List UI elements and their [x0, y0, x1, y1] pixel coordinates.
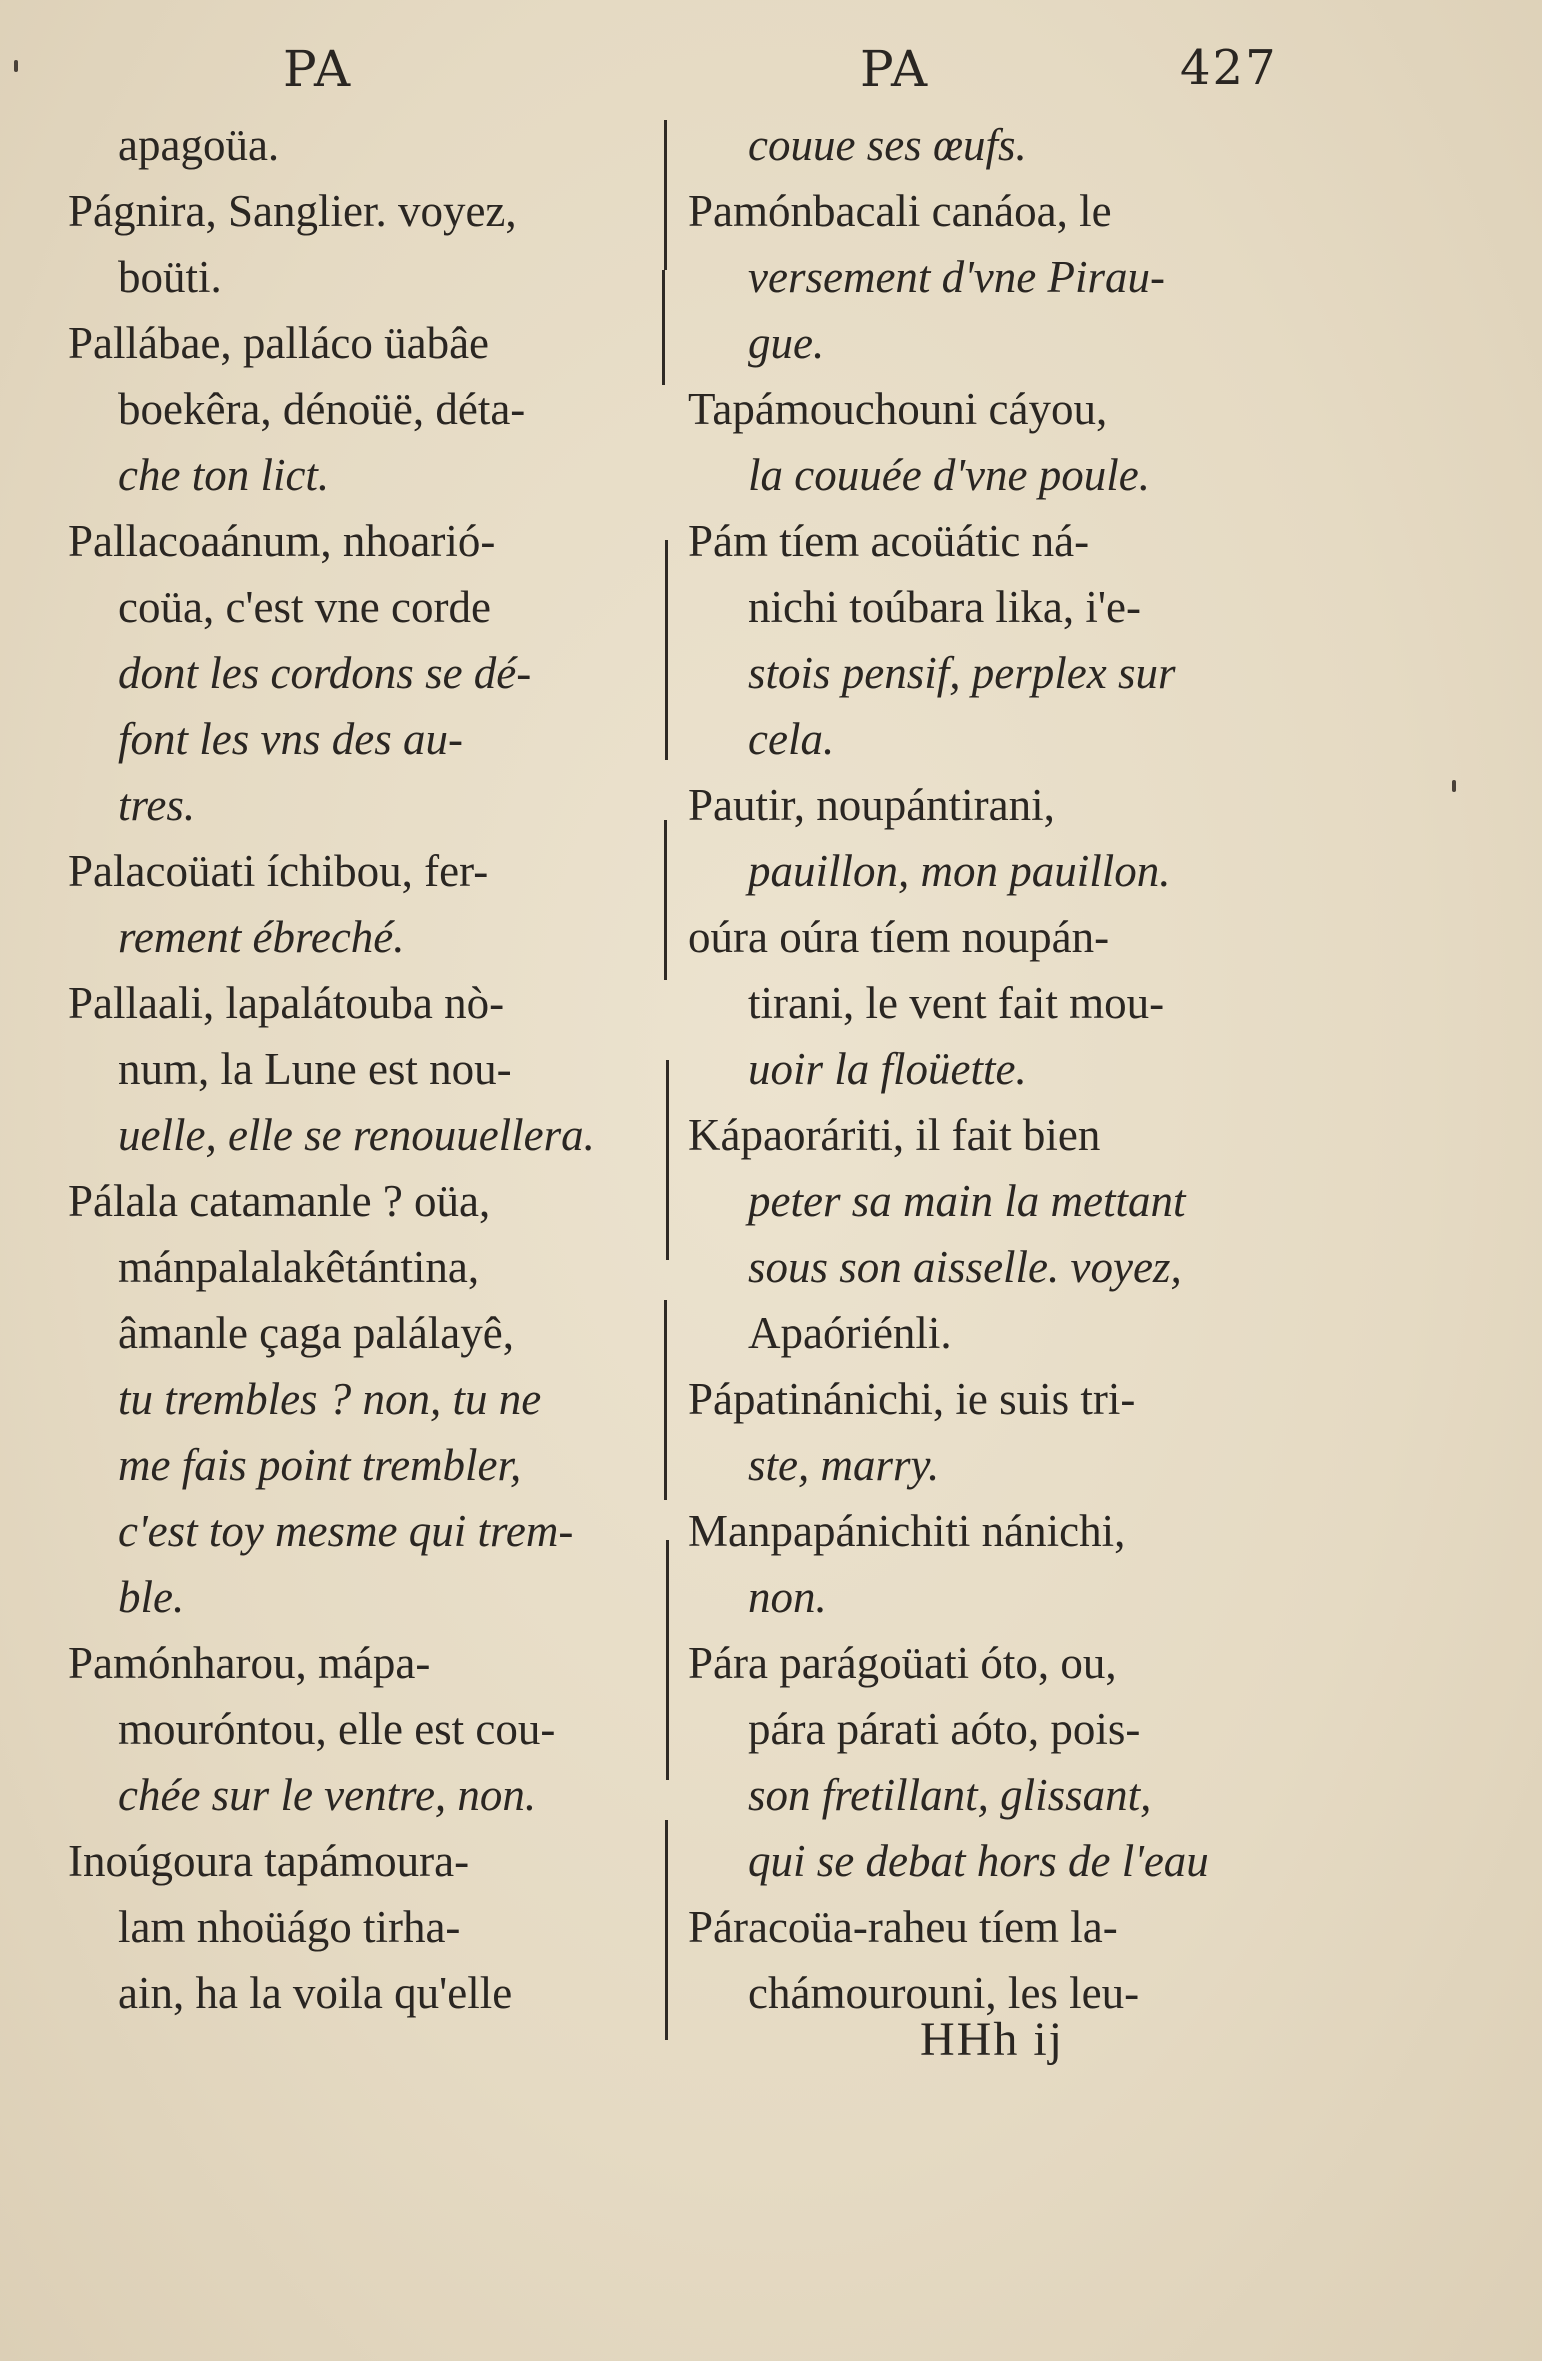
text-line: rement ébreché.: [118, 912, 405, 962]
text-line: Págnira, Sanglier. voyez,: [68, 186, 517, 236]
running-head-right: PA: [860, 40, 930, 98]
text-line: Pallacoaánum, nhoarió-: [68, 516, 496, 566]
running-head-left: PA: [283, 40, 353, 98]
text-line: uoir la floüette.: [748, 1044, 1027, 1094]
text-line: Pallaali, lapalátouba nò-: [68, 978, 505, 1028]
text-line: font les vns des au-: [118, 714, 463, 764]
text-line: Pautir, noupántirani,: [688, 780, 1055, 830]
text-line: pára párati aóto, pois-: [748, 1704, 1141, 1754]
text-line: non.: [748, 1572, 827, 1622]
text-line: Apaóriénli.: [748, 1308, 952, 1358]
text-line: Palacoüati íchibou, fer-: [68, 846, 489, 896]
column-rule: [665, 1820, 668, 2040]
text-line: versement d'vne Pirau-: [748, 252, 1165, 302]
text-line: cela.: [748, 714, 835, 764]
text-line: pauillon, mon pauillon.: [748, 846, 1171, 896]
text-line: Pamónbacali canáoa, le: [688, 186, 1112, 236]
text-line: Pára parágoüati óto, ou,: [688, 1638, 1117, 1688]
text-line: lam nhoüágo tirha-: [118, 1902, 461, 1952]
text-line: coüa, c'est vne corde: [118, 582, 491, 632]
text-line: uelle, elle se renouuellera.: [118, 1110, 595, 1160]
page-number: 427: [1180, 40, 1278, 96]
column-rule: [666, 1540, 669, 1780]
paper-speck: [14, 60, 18, 72]
column-rule: [665, 540, 668, 760]
text-line: che ton lict.: [118, 450, 330, 500]
text-line: dont les cordons se dé-: [118, 648, 532, 698]
text-line: tres.: [118, 780, 196, 830]
right-column: [688, 112, 1288, 2026]
text-line: Tapámouchouni cáyou,: [688, 384, 1108, 434]
text-line: ste, marry.: [748, 1440, 940, 1490]
text-line: son fretillant, glissant,: [748, 1770, 1152, 1820]
text-line: tirani, le vent fait mou-: [748, 978, 1165, 1028]
text-line: boekêra, dénoüë, déta-: [118, 384, 526, 434]
column-rule: [666, 1060, 669, 1260]
text-line: stois pensif, perplex sur: [748, 648, 1176, 698]
text-line: qui se debat hors de l'eau: [748, 1836, 1209, 1886]
text-line: couue ses œufs.: [748, 120, 1027, 170]
text-line: mouróntou, elle est cou-: [118, 1704, 556, 1754]
column-rule: [664, 820, 667, 980]
column-rule: [664, 120, 667, 270]
text-line: ain, ha la voila qu'elle: [118, 1968, 513, 2018]
text-line: chámourouni, les leu-: [748, 1968, 1140, 2018]
column-rule: [662, 270, 665, 385]
left-column: [68, 112, 658, 2026]
text-line: Pamónharou, mápa-: [68, 1638, 431, 1688]
text-line: peter sa main la mettant: [748, 1176, 1186, 1226]
text-line: apagoüa.: [118, 120, 280, 170]
text-line: oúra oúra tíem noupán-: [688, 912, 1110, 962]
text-line: me fais point trembler,: [118, 1440, 522, 1490]
signature-mark: HHh ij: [920, 2013, 1064, 2066]
text-line: gue.: [748, 318, 825, 368]
paper-speck: [1452, 780, 1456, 792]
text-line: Inoúgoura tapámoura-: [68, 1836, 470, 1886]
text-line: la couuée d'vne poule.: [748, 450, 1150, 500]
text-line: Pám tíem acoüátic ná-: [688, 516, 1090, 566]
text-line: chée sur le ventre, non.: [118, 1770, 537, 1820]
text-line: ble.: [118, 1572, 185, 1622]
text-line: c'est toy mesme qui trem-: [118, 1506, 574, 1556]
text-line: Páracoüa-raheu tíem la-: [688, 1902, 1118, 1952]
text-line: sous son aisselle. voyez,: [748, 1242, 1182, 1292]
text-line: Manpapánichiti nánichi,: [688, 1506, 1126, 1556]
text-line: Pallábae, palláco üabâe: [68, 318, 490, 368]
text-line: boüti.: [118, 252, 222, 302]
text-line: num, la Lune est nou-: [118, 1044, 512, 1094]
text-line: Pápatinánichi, ie suis tri-: [688, 1374, 1136, 1424]
text-line: Pálala catamanle ? oüa,: [68, 1176, 491, 1226]
text-line: âmanle çaga palálayê,: [118, 1308, 514, 1358]
text-line: Kápaoráriti, il fait bien: [688, 1110, 1101, 1160]
text-line: tu trembles ? non, tu ne: [118, 1374, 542, 1424]
text-line: mánpalalakêtántina,: [118, 1242, 480, 1292]
text-line: nichi toúbara lika, i'e-: [748, 582, 1141, 632]
column-rule: [664, 1300, 667, 1500]
